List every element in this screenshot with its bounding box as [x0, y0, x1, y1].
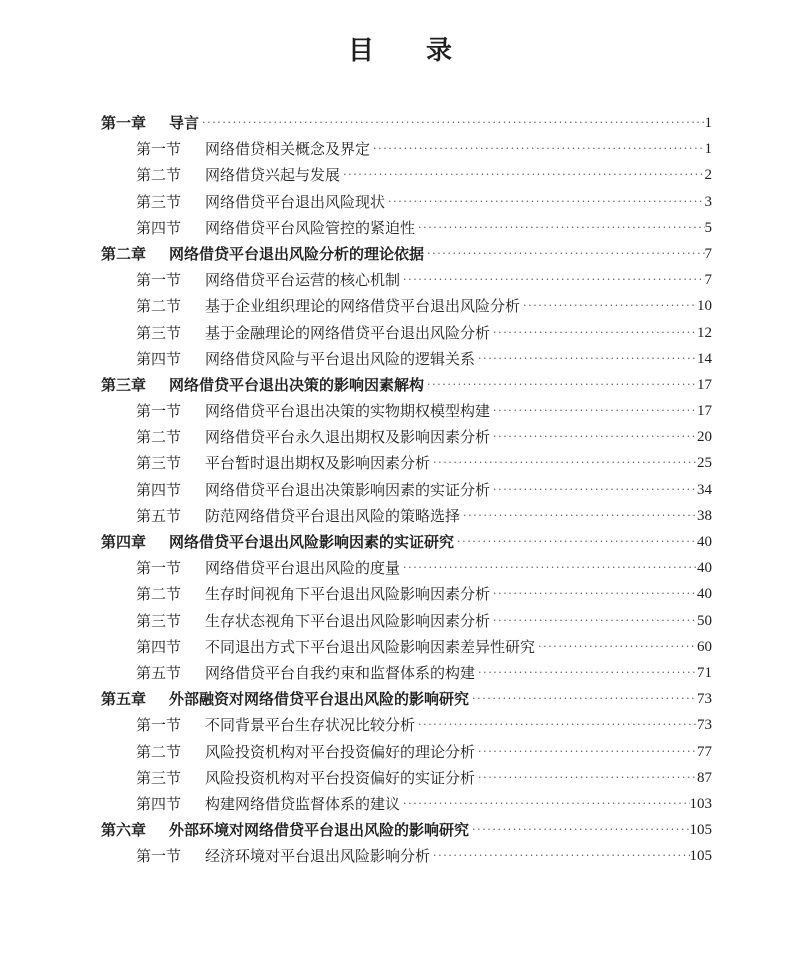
page-number: 73	[697, 717, 712, 734]
dot-leader	[424, 241, 704, 267]
page-number: 14	[697, 350, 712, 367]
chapter-label: 第二章	[101, 244, 147, 263]
toc-section-row[interactable]	[0, 503, 800, 529]
dot-leader	[490, 608, 697, 634]
section-label: 第四节	[136, 637, 182, 656]
dot-leader	[520, 293, 697, 319]
section-title: 平台暂时退出期权及影响因素分析	[205, 454, 431, 473]
section-label: 第二节	[136, 166, 182, 185]
chapter-label: 第一章	[101, 114, 147, 132]
toc-chapter-row[interactable]	[0, 372, 800, 398]
page-number: 2	[704, 167, 712, 184]
page-number: 40	[697, 560, 712, 577]
section-label: 第四节	[136, 794, 182, 813]
toc-section-row[interactable]	[0, 189, 800, 215]
dot-leader	[490, 581, 697, 607]
dot-leader	[475, 660, 697, 686]
section-label: 第四节	[136, 480, 182, 499]
section-title: 不同退出方式下平台退出风险影响因素差异性研究	[205, 637, 536, 656]
chapter-title: 网络借贷平台退出决策的影响因素解构	[169, 375, 425, 394]
section-label: 第三节	[136, 192, 182, 211]
page-number: 5	[704, 219, 712, 236]
page-number: 103	[689, 795, 712, 812]
section-title: 网络借贷平台永久退出期权及影响因素分析	[205, 428, 491, 447]
section-title: 网络借贷平台退出风险现状	[205, 192, 386, 211]
toc-section-row[interactable]	[0, 843, 800, 869]
section-label: 第一节	[136, 559, 182, 578]
toc-section-row[interactable]	[0, 634, 800, 660]
section-label: 第一节	[136, 140, 182, 159]
dot-leader	[490, 320, 697, 346]
toc-chapter-row[interactable]	[0, 110, 800, 136]
section-label: 第三节	[136, 611, 182, 630]
section-label: 第二节	[136, 297, 182, 316]
toc-chapter-row[interactable]	[0, 817, 800, 843]
section-label: 第二节	[136, 428, 182, 447]
page-number: 77	[697, 743, 712, 760]
dot-leader	[430, 843, 689, 869]
page-number: 105	[689, 822, 712, 839]
dot-leader	[370, 136, 704, 162]
page-number: 17	[697, 376, 712, 393]
dot-leader	[199, 110, 704, 136]
page-number: 7	[704, 272, 712, 289]
page-number: 50	[697, 612, 712, 629]
section-label: 第三节	[136, 323, 182, 342]
section-title: 网络借贷相关概念及界定	[205, 140, 371, 159]
page-number: 20	[697, 429, 712, 446]
page-number: 7	[704, 245, 712, 262]
page-number: 12	[697, 324, 712, 341]
toc-section-row[interactable]	[0, 660, 800, 686]
toc-section-row[interactable]	[0, 608, 800, 634]
page-number: 25	[697, 455, 712, 472]
toc-section-row[interactable]	[0, 346, 800, 372]
table-of-contents	[0, 110, 800, 869]
section-title: 网络借贷平台自我约束和监督体系的构建	[205, 663, 476, 682]
chapter-title: 外部融资对网络借贷平台退出风险的影响研究	[169, 690, 470, 709]
toc-section-row[interactable]	[0, 320, 800, 346]
toc-section-row[interactable]	[0, 791, 800, 817]
page-number: 105	[689, 848, 712, 865]
page-number: 1	[704, 115, 712, 131]
section-label: 第四节	[136, 218, 182, 237]
section-title: 基于金融理论的网络借贷平台退出风险分析	[205, 323, 491, 342]
page-number: 3	[704, 193, 712, 210]
toc-section-row[interactable]	[0, 477, 800, 503]
page-number: 34	[697, 481, 712, 498]
section-label: 第三节	[136, 768, 182, 787]
dot-leader	[490, 424, 697, 450]
toc-section-row[interactable]	[0, 450, 800, 476]
chapter-title: 导言	[169, 114, 200, 132]
page-number: 73	[697, 691, 712, 708]
section-title: 风险投资机构对平台投资偏好的理论分析	[205, 742, 476, 761]
section-title: 网络借贷平台退出决策影响因素的实证分析	[205, 480, 491, 499]
section-label: 第一节	[136, 271, 182, 290]
chapter-label: 第三章	[101, 375, 147, 394]
toc-section-row[interactable]	[0, 739, 800, 765]
section-label: 第一节	[136, 847, 182, 866]
dot-leader	[400, 791, 689, 817]
section-title: 不同背景平台生存状况比较分析	[205, 716, 416, 735]
chapter-label: 第六章	[101, 821, 147, 840]
chapter-label: 第五章	[101, 690, 147, 709]
toc-section-row[interactable]	[0, 215, 800, 241]
dot-leader	[490, 477, 697, 503]
section-label: 第二节	[136, 742, 182, 761]
dot-leader	[385, 189, 704, 215]
toc-chapter-row[interactable]	[0, 529, 800, 555]
page-number: 10	[697, 298, 712, 315]
toc-section-row[interactable]	[0, 293, 800, 319]
section-title: 生存时间视角下平台退出风险影响因素分析	[205, 585, 491, 604]
section-title: 经济环境对平台退出风险影响分析	[205, 847, 431, 866]
dot-leader	[415, 215, 704, 241]
dot-leader	[460, 503, 697, 529]
section-title: 基于企业组织理论的网络借贷平台退出风险分析	[205, 297, 521, 316]
section-title: 网络借贷平台退出决策的实物期权模型构建	[205, 402, 491, 421]
dot-leader	[469, 686, 697, 712]
dot-leader	[535, 634, 697, 660]
section-label: 第二节	[136, 585, 182, 604]
section-label: 第三节	[136, 454, 182, 473]
toc-section-row[interactable]	[0, 765, 800, 791]
chapter-title: 网络借贷平台退出风险影响因素的实证研究	[169, 533, 455, 551]
dot-leader	[454, 529, 697, 555]
section-title: 防范网络借贷平台退出风险的策略选择	[205, 506, 461, 525]
dot-leader	[430, 450, 697, 476]
toc-section-row[interactable]	[0, 136, 800, 162]
dot-leader	[424, 372, 697, 398]
dot-leader	[490, 398, 697, 424]
page-number: 40	[697, 534, 712, 550]
toc-section-row[interactable]	[0, 424, 800, 450]
dot-leader	[400, 267, 704, 293]
section-label: 第五节	[136, 663, 182, 682]
section-label: 第五节	[136, 506, 182, 525]
page-number: 17	[697, 403, 712, 420]
toc-section-row[interactable]	[0, 555, 800, 581]
section-title: 网络借贷平台风险管控的紧迫性	[205, 218, 416, 237]
chapter-label: 第四章	[101, 533, 147, 551]
chapter-title: 网络借贷平台退出风险分析的理论依据	[169, 244, 425, 263]
section-title: 构建网络借贷监督体系的建议	[205, 794, 401, 813]
section-label: 第一节	[136, 402, 182, 421]
page-number: 40	[697, 586, 712, 603]
section-title: 风险投资机构对平台投资偏好的实证分析	[205, 768, 476, 787]
toc-section-row[interactable]	[0, 162, 800, 188]
section-title: 网络借贷平台运营的核心机制	[205, 271, 401, 290]
toc-chapter-row[interactable]	[0, 241, 800, 267]
section-label: 第四节	[136, 349, 182, 368]
section-title: 网络借贷平台退出风险的度量	[205, 559, 401, 578]
dot-leader	[475, 739, 697, 765]
dot-leader	[469, 817, 689, 843]
section-label: 第一节	[136, 716, 182, 735]
dot-leader	[340, 162, 704, 188]
page-title: 目 录	[347, 36, 465, 67]
dot-leader	[475, 765, 697, 791]
section-title: 网络借贷兴起与发展	[205, 166, 341, 185]
toc-section-row[interactable]	[0, 712, 800, 738]
toc-section-row[interactable]	[0, 267, 800, 293]
toc-section-row[interactable]	[0, 398, 800, 424]
page-number: 38	[697, 507, 712, 524]
page-number: 1	[704, 141, 712, 158]
chapter-title: 外部环境对网络借贷平台退出风险的影响研究	[169, 821, 470, 840]
dot-leader	[475, 346, 697, 372]
toc-chapter-row[interactable]	[0, 686, 800, 712]
page-number: 87	[697, 769, 712, 786]
page-number: 60	[697, 638, 712, 655]
page-number: 71	[697, 664, 712, 681]
section-title: 生存状态视角下平台退出风险影响因素分析	[205, 611, 491, 630]
dot-leader	[415, 712, 697, 738]
section-title: 网络借贷风险与平台退出风险的逻辑关系	[205, 349, 476, 368]
dot-leader	[400, 555, 697, 581]
toc-section-row[interactable]	[0, 581, 800, 607]
